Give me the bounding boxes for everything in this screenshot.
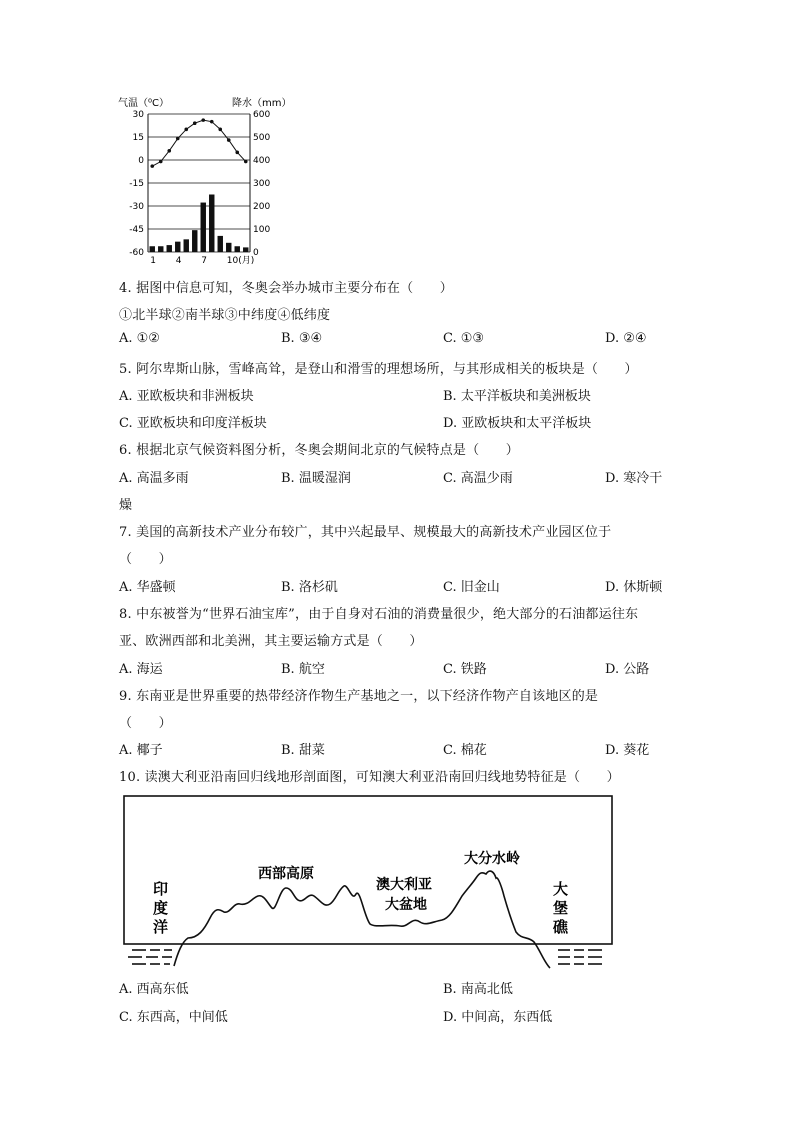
q7-option-d[interactable]: D. 休斯顿 — [605, 580, 663, 595]
q4-sub: ①北半球②南半球③中纬度④低纬度 — [119, 308, 331, 323]
temp-tick-labels — [129, 110, 144, 258]
temp-tick-label: -45 — [129, 225, 144, 235]
precip-bar — [209, 195, 214, 253]
temp-point — [218, 128, 222, 132]
precip-tick-label: 0 — [253, 248, 259, 258]
australia-profile-diagram — [112, 792, 617, 970]
precip-tick-label: 400 — [253, 156, 271, 166]
label-indian-ocean-3: 洋 — [153, 918, 169, 936]
q8-option-b[interactable]: B. 航空 — [281, 662, 325, 677]
label-great-dividing-range: 大分水岭 — [464, 851, 520, 867]
precip-bar — [243, 247, 248, 252]
q9-stem-bracket: （ ） — [119, 716, 172, 731]
q9-stem: 9. 东南亚是世界重要的热带经济作物生产基地之一，以下经济作物产自该地区的是 — [119, 689, 599, 704]
climate-chart — [112, 92, 312, 272]
temp-point — [244, 160, 248, 164]
temp-point — [227, 138, 231, 142]
q9-option-a[interactable]: A. 椰子 — [119, 743, 163, 758]
precip-tick-labels — [253, 110, 270, 258]
temp-point — [201, 118, 205, 122]
q7-stem: 7. 美国的高新技术产业分布较广，其中兴起最早、规模最大的高新技术产业园区位于 — [119, 525, 612, 540]
q10-stem: 10. 读澳大利亚沿南回归线地形剖面图，可知澳大利亚沿南回归线地势特征是（ ） — [119, 770, 620, 785]
temp-tick-label: 0 — [138, 156, 144, 166]
temp-point — [167, 149, 171, 153]
precip-tick-label: 100 — [253, 225, 271, 235]
chart-grid — [148, 114, 250, 252]
precip-bar — [150, 246, 155, 252]
sea-dashes-right — [558, 950, 602, 964]
q5-option-c[interactable]: C. 亚欧板块和印度洋板块 — [119, 416, 267, 431]
temp-curve — [152, 120, 246, 166]
q4-option-a[interactable]: A. ①② — [119, 331, 160, 346]
q4-option-c[interactable]: C. ①③ — [443, 331, 485, 346]
temp-tick-label: 30 — [132, 110, 144, 120]
sea-dashes-left — [128, 950, 172, 964]
q4-option-d[interactable]: D. ②④ — [605, 331, 647, 346]
q8-option-c[interactable]: C. 铁路 — [443, 662, 487, 677]
label-indian-ocean-2: 度 — [153, 899, 169, 917]
temp-point — [193, 121, 197, 125]
precip-bars — [150, 195, 249, 253]
month-tick-label: 1 — [150, 256, 156, 266]
precip-axis-label: 降水（mm） — [232, 98, 292, 109]
q6-option-d-wrap: 燥 — [119, 498, 133, 513]
label-barrier-reef-3: 礁 — [553, 918, 569, 936]
q7-option-b[interactable]: B. 洛杉矶 — [281, 580, 338, 595]
precip-bar — [158, 246, 163, 252]
q5-option-b[interactable]: B. 太平洋板块和美洲板块 — [443, 389, 591, 404]
q6-option-b[interactable]: B. 温暖湿润 — [281, 471, 351, 486]
q4-stem: 4. 据图中信息可知，冬奥会举办城市主要分布在（ ） — [119, 281, 453, 296]
q7-stem-bracket: （ ） — [119, 552, 172, 567]
q8-stem-cont: 亚、欧洲西部和北美洲，其主要运输方式是（ ） — [119, 634, 423, 649]
q8-stem: 8. 中东被誉为“世界石油宝库”，由于自身对石油的消费量很少，绝大部分的石油都运往东 — [119, 607, 639, 622]
month-tick-label: 10(月) — [226, 256, 255, 266]
precip-bar — [235, 246, 240, 252]
temp-point — [159, 160, 163, 164]
precip-bar — [167, 245, 172, 252]
precip-bar — [192, 230, 197, 252]
temp-axis-label: 气温（⁰C） — [118, 98, 169, 109]
q8-option-d[interactable]: D. 公路 — [605, 662, 650, 677]
q5-option-d[interactable]: D. 亚欧板块和太平洋板块 — [443, 416, 592, 431]
temp-tick-label: -60 — [129, 248, 144, 258]
temp-tick-label: -30 — [129, 202, 144, 212]
q6-option-a[interactable]: A. 高温多雨 — [119, 471, 189, 486]
q9-option-d[interactable]: D. 葵花 — [605, 743, 650, 758]
precip-tick-label: 500 — [253, 133, 271, 143]
q6-stem: 6. 根据北京气候资料图分析，冬奥会期间北京的气候特点是（ ） — [119, 443, 519, 458]
label-barrier-reef-2: 堡 — [553, 899, 569, 917]
precip-tick-label: 200 — [253, 202, 271, 212]
precip-bar — [218, 236, 223, 252]
q6-option-d[interactable]: D. 寒冷干 — [605, 471, 663, 486]
terrain-profile — [174, 871, 550, 968]
precip-bar — [184, 239, 189, 252]
temp-point — [150, 164, 154, 168]
temp-line — [150, 118, 247, 168]
q6-option-c[interactable]: C. 高温少雨 — [443, 471, 513, 486]
q7-option-a[interactable]: A. 华盛顿 — [119, 580, 176, 595]
q9-option-b[interactable]: B. 甜菜 — [281, 743, 325, 758]
q5-option-a[interactable]: A. 亚欧板块和非洲板块 — [119, 389, 254, 404]
q4-option-b[interactable]: B. ③④ — [281, 331, 323, 346]
precip-tick-label: 600 — [253, 110, 271, 120]
precip-bar — [175, 242, 180, 252]
temp-tick-label: -15 — [129, 179, 144, 189]
q10-option-c[interactable]: C. 东西高，中间低 — [119, 1010, 228, 1025]
month-tick-label: 7 — [201, 256, 207, 266]
label-western-plateau: 西部高原 — [258, 866, 314, 882]
month-tick-labels — [150, 255, 254, 266]
temp-point — [176, 137, 180, 141]
temp-point — [184, 128, 188, 132]
q10-option-b[interactable]: B. 南高北低 — [443, 982, 513, 997]
q10-option-d[interactable]: D. 中间高，东西低 — [443, 1010, 553, 1025]
temp-point — [235, 151, 239, 155]
label-basin-line2: 大盆地 — [385, 897, 427, 913]
q9-option-c[interactable]: C. 棉花 — [443, 743, 487, 758]
temp-point — [210, 120, 214, 124]
q7-option-c[interactable]: C. 旧金山 — [443, 580, 500, 595]
label-basin-line1: 澳大利亚 — [376, 877, 432, 893]
q8-option-a[interactable]: A. 海运 — [119, 662, 163, 677]
precip-bar — [201, 203, 206, 252]
precip-tick-label: 300 — [253, 179, 271, 189]
q5-stem: 5. 阿尔卑斯山脉，雪峰高耸，是登山和滑雪的理想场所，与其形成相关的板块是（ ） — [119, 362, 638, 377]
q10-option-a[interactable]: A. 西高东低 — [119, 982, 189, 997]
label-indian-ocean-1: 印 — [153, 880, 169, 898]
label-barrier-reef-1: 大 — [553, 880, 569, 898]
month-tick-label: 4 — [175, 256, 182, 266]
precip-bar — [226, 243, 231, 252]
temp-tick-label: 15 — [132, 133, 144, 143]
